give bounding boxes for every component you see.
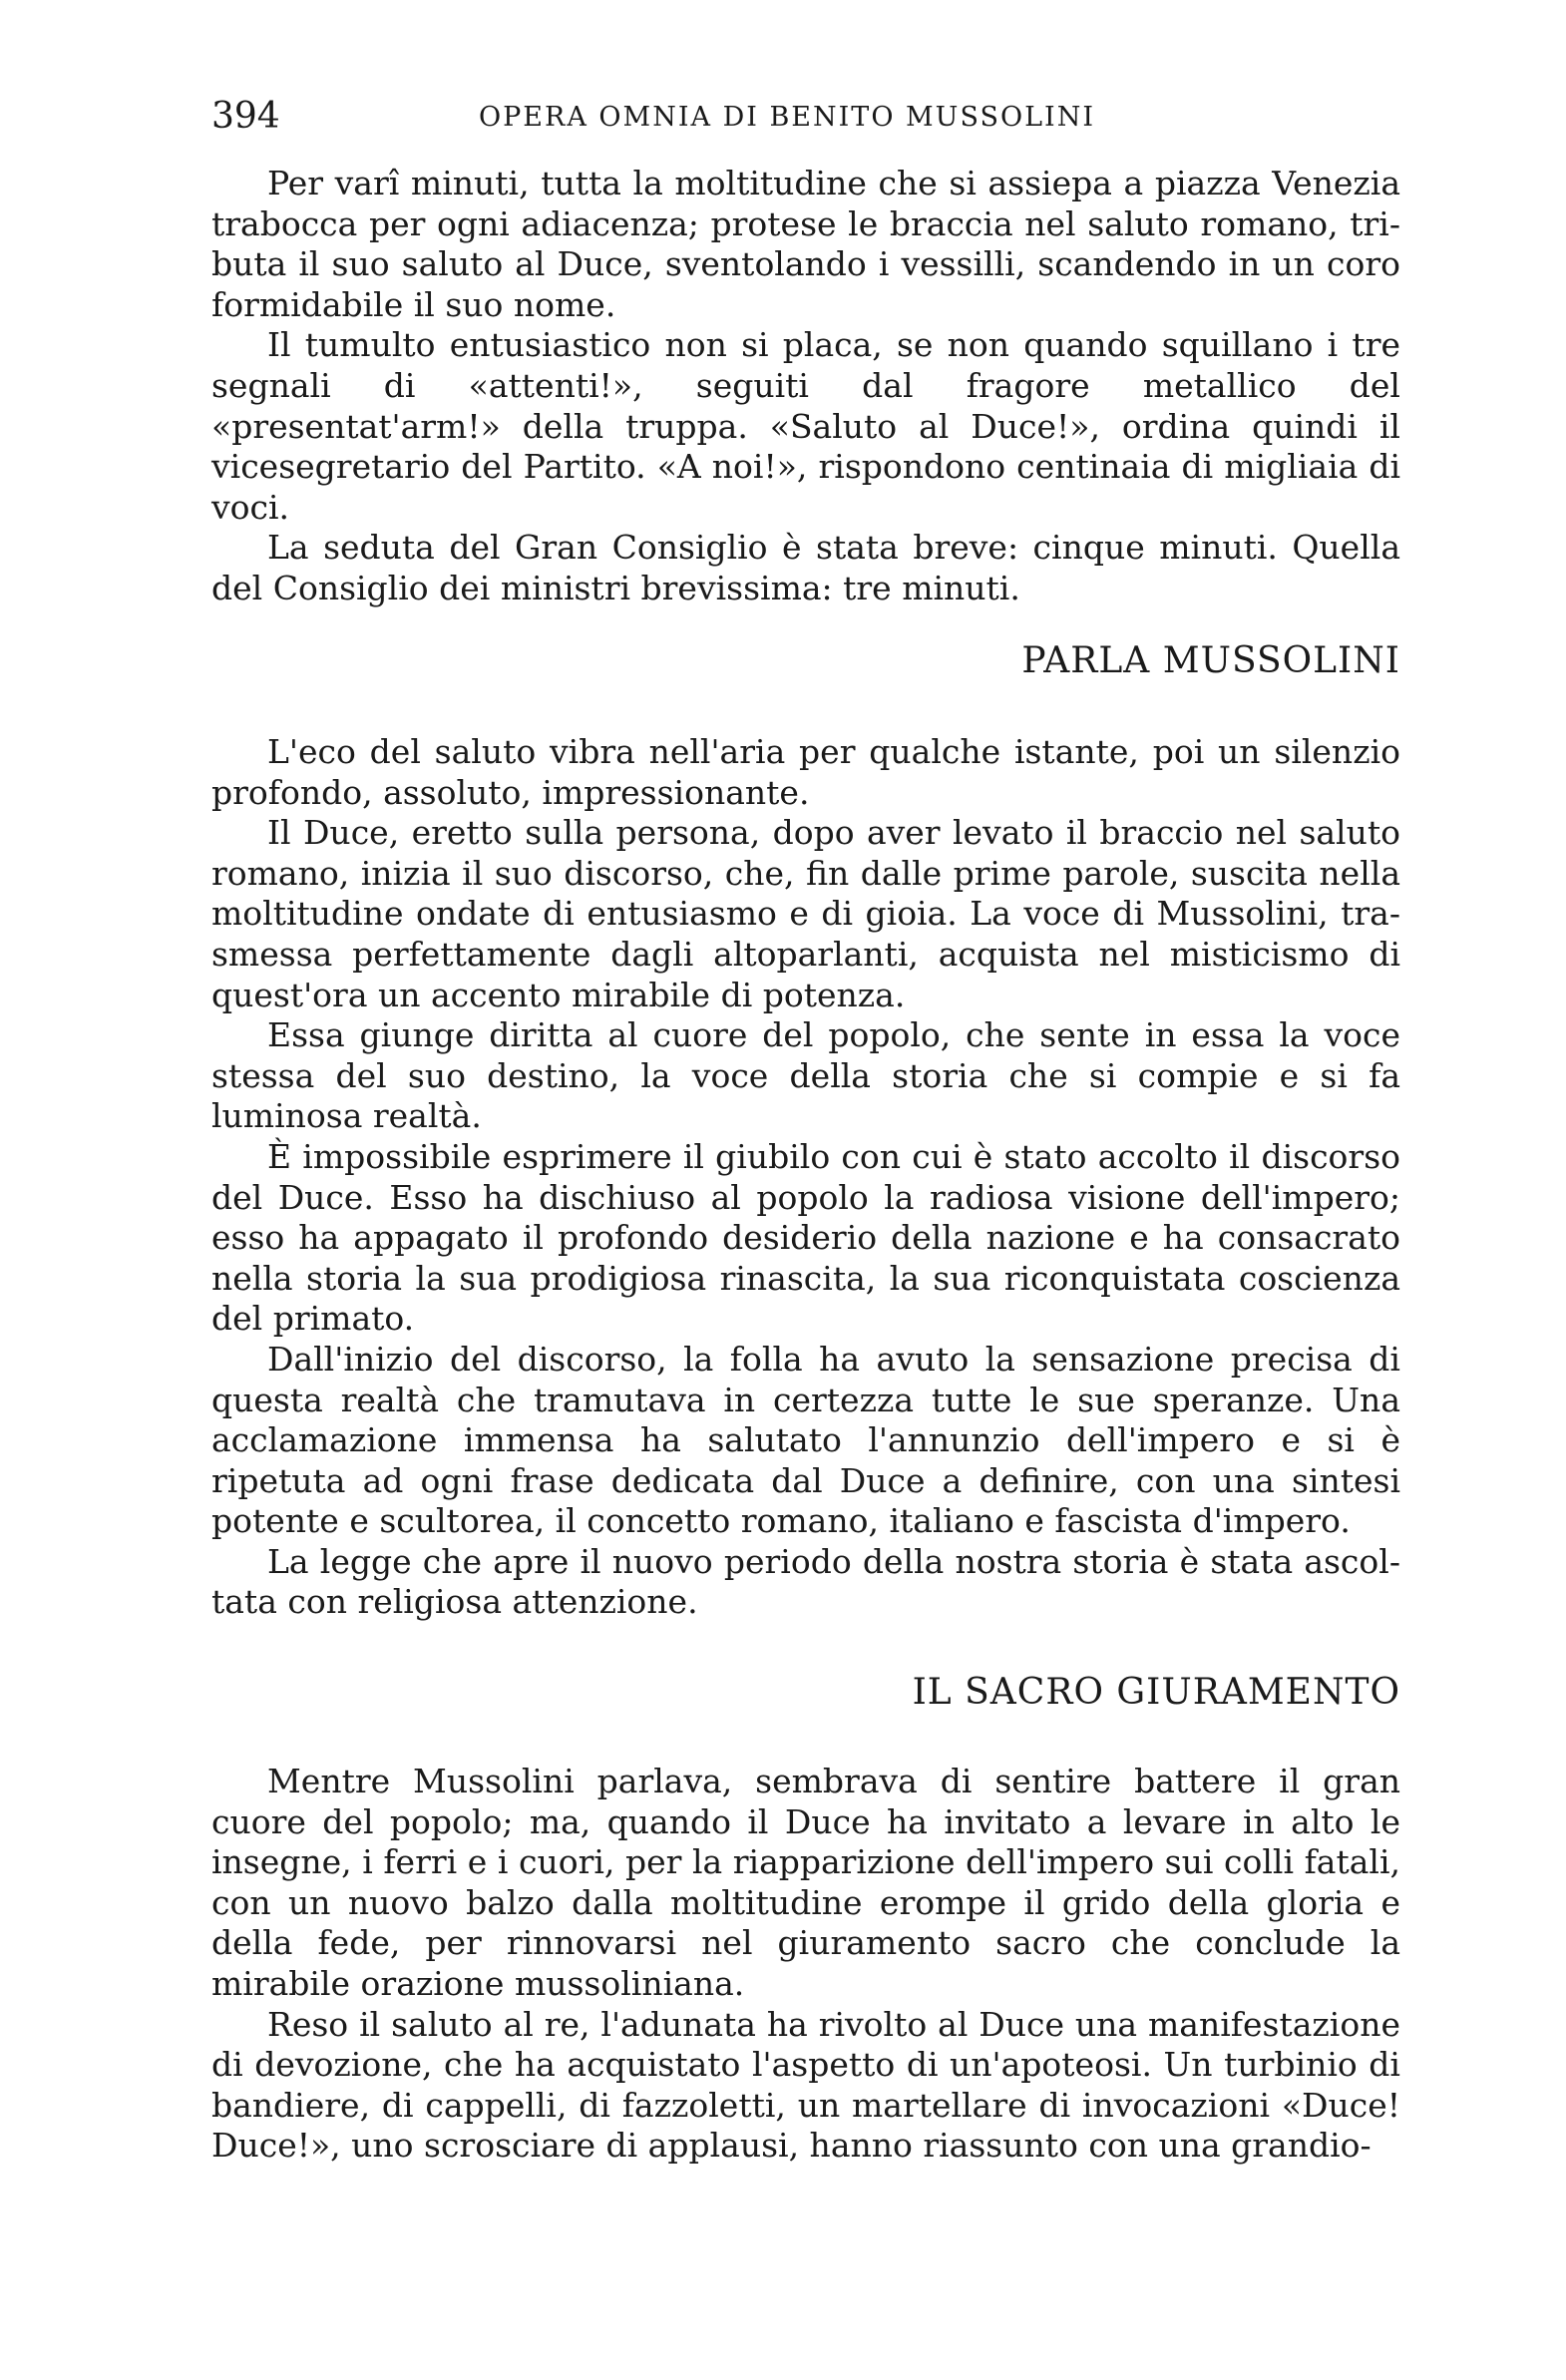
paragraph: Reso il saluto al re, l'adunata ha rivolto al Duce una manifestazione di devozione, che ha acquistato l'aspetto di un'apoteosi. Un turbinio di bandiere, di cappelli, di fazzoletti, un martellare di invocazioni «Duce! Duce!», uno scrosciare di applausi, hanno riassunto con una grandio- — [211, 2004, 1400, 2166]
paragraph: Mentre Mussolini parlava, sembrava di sentire battere il gran cuore del popolo; ma, quando il Duce ha invitato a levare in alto le insegne, i ferri e i cuori, per la riapparizione dell'impero sui colli fatali, con un nuovo balzo dalla moltitudine erompe il grido della gloria e della fede, per rinnovarsi nel giuramento sacro che conclude la mirabile orazione mussoliniana. — [211, 1762, 1400, 2003]
paragraph: Il Duce, eretto sulla persona, dopo aver levato il braccio nel saluto romano, inizia il suo discorso, che, fin dalle prime parole, suscita nella moltitudine ondate di entusiasmo e di gioia. La voce di Mussolini, trasmessa perfettamente dagli altoparlanti, acquista nel misticismo di quest'ora un accento mirabile di potenza. — [211, 813, 1400, 1014]
section-intro — [211, 164, 1400, 609]
page-number: 394 — [211, 96, 280, 137]
paragraph: Dall'inizio del discorso, la folla ha avuto la sensazione precisa di questa realtà che tramutava in certezza tutte le sue speranze. Una acclamazione immensa ha salutato l'annunzio dell'impero e si è ripetuta ad ogni frase dedicata dal Duce a definire, con una sintesi potente e scultorea, il concetto romano, italiano e fascista d'impero. — [211, 1339, 1400, 1541]
section-il-sacro-giuramento — [211, 1762, 1400, 2167]
running-title: OPERA OMNIA DI BENITO MUSSOLINI — [479, 102, 1095, 133]
paragraph: Essa giunge diritta al cuore del popolo, che sente in essa la voce stessa del suo destino, la voce della storia che si compie e si fa luminosa realtà. — [211, 1015, 1400, 1136]
paragraph: È impossibile esprimere il giubilo con cui è stato accolto il discorso del Duce. Esso ha dischiuso al popolo la radiosa visione dell'impero; esso ha appagato il profondo desiderio della nazione e ha consacrato nella storia la sua prodigiosa rinascita, la sua riconquistata coscienza del primato. — [211, 1136, 1400, 1339]
paragraph: Per varî minuti, tutta la moltitudine che si assiepa a piazza Venezia trabocca per ogni adiacenza; protese le braccia nel saluto romano, tributa il suo saluto al Duce, sventolando i vessilli, scandendo in un coro formidabile il suo nome. — [211, 164, 1400, 324]
paragraph: Il tumulto entusiastico non si placa, se non quando squillano i tre segnali di «attenti!», seguiti dal fragore metallico del «presentat'arm!» della truppa. «Saluto al Duce!», ordina quindi il vicesegretario del Partito. «A noi!», rispondono centinaia di migliaia di voci. — [211, 325, 1400, 527]
paragraph: La legge che apre il nuovo periodo della nostra storia è stata ascoltata con religiosa attenzione. — [211, 1541, 1400, 1622]
paragraph: La seduta del Gran Consiglio è stata breve: cinque minuti. Quella del Consiglio dei ministri brevissima: tre minuti. — [211, 528, 1400, 607]
heading-parla-mussolini: PARLA MUSSOLINI — [1021, 640, 1400, 681]
paragraph: L'eco del saluto vibra nell'aria per qualche istante, poi un silenzio profondo, assoluto, impressionante. — [211, 732, 1400, 812]
heading-il-sacro-giuramento: IL SACRO GIURAMENTO — [912, 1672, 1400, 1713]
section-parla-mussolini — [211, 732, 1400, 1623]
running-head — [211, 94, 1400, 140]
